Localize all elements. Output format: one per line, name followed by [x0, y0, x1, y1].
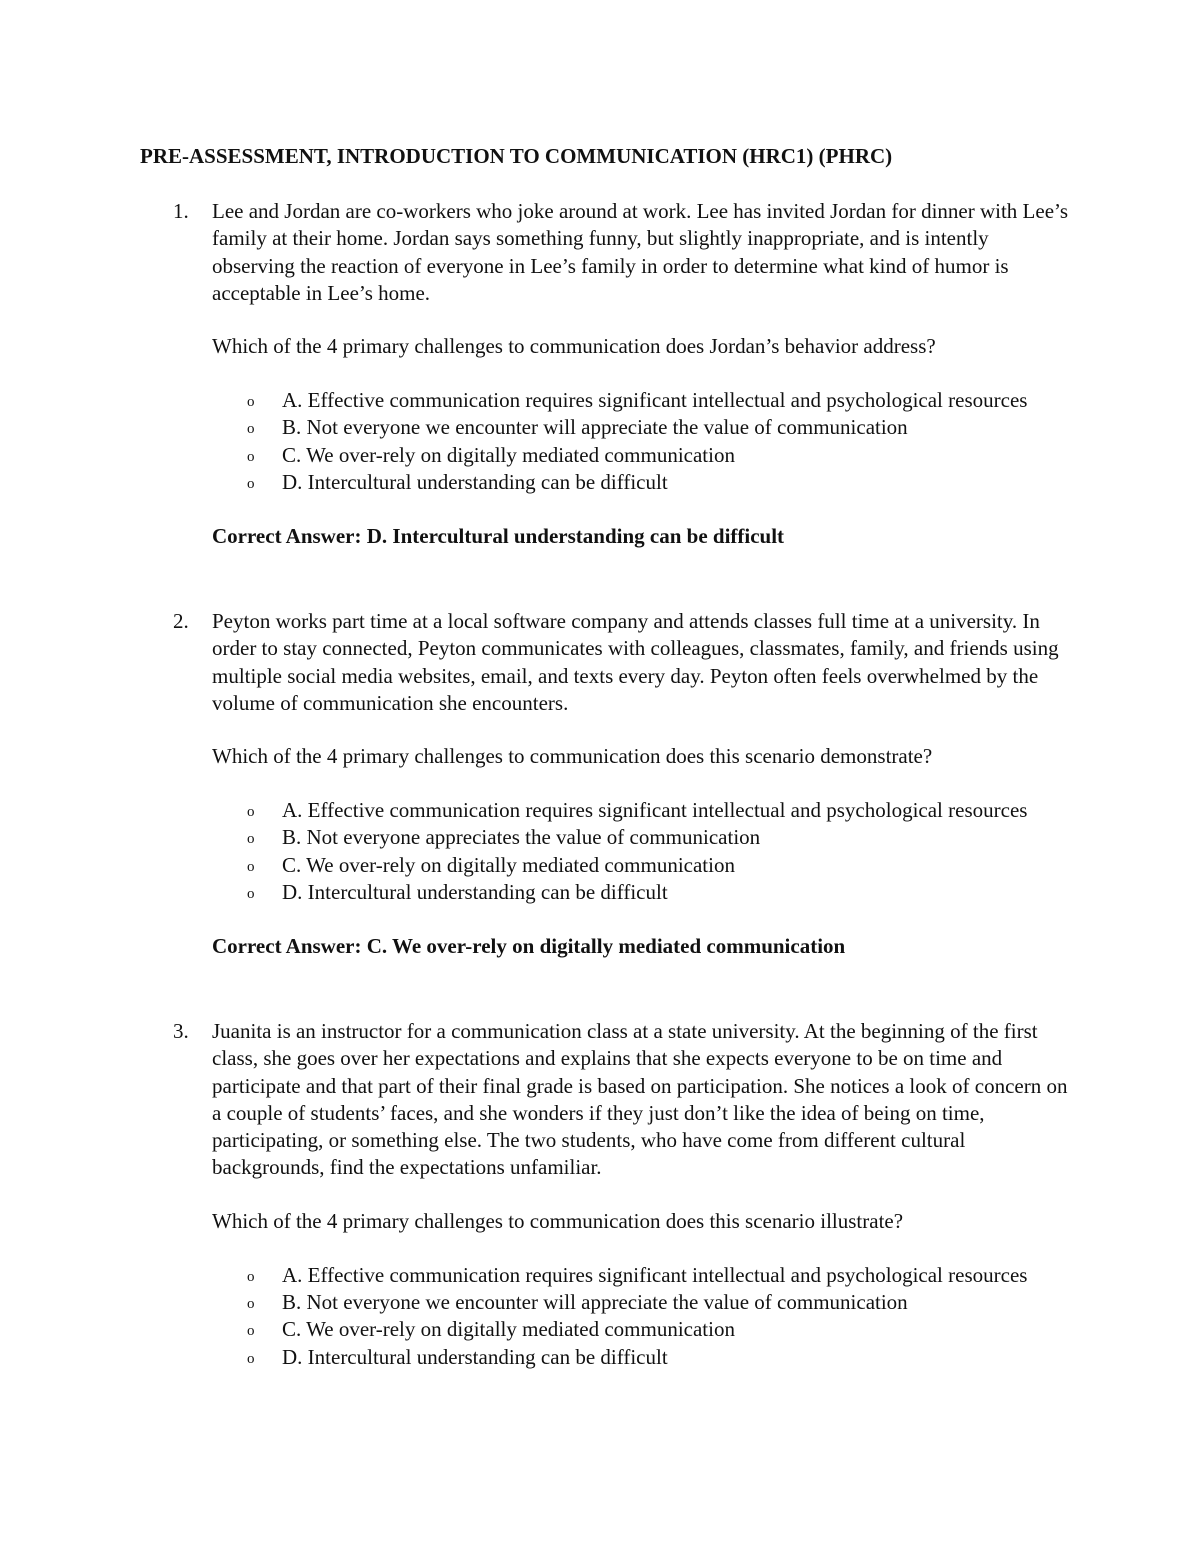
bullet-icon: o: [247, 831, 255, 848]
answer-option-c: [212, 1316, 1072, 1343]
answer-option-c: [212, 852, 1072, 879]
option-text: B. Not everyone we encounter will appreciate the value of communication: [282, 415, 908, 440]
question-scenario: Lee and Jordan are co-workers who joke around at work. Lee has invited Jordan for dinner with Lee’s family at their home. Jordan says something funny, but slightly inappropriate, and is intently observing the reaction of everyone in Lee’s family in order to determine what kind of humor is acceptable in Lee’s home.: [212, 199, 1069, 305]
correct-answer: [212, 523, 1072, 550]
option-text: A. Effective communication requires significant intellectual and psychological resources: [282, 798, 1028, 823]
question-prompt: Which of the 4 primary challenges to communication does this scenario illustrate?: [212, 1208, 904, 1233]
bullet-icon: o: [247, 1350, 255, 1367]
bullet-icon: o: [247, 1323, 255, 1340]
answer-options: [212, 387, 1072, 496]
answer-option-d: [212, 1344, 1072, 1371]
option-text: D. Intercultural understanding can be difficult: [282, 1344, 668, 1369]
bullet-icon: o: [247, 421, 255, 438]
bullet-icon: o: [247, 1268, 255, 1285]
answer-option-b: [212, 1289, 1072, 1316]
option-text: A. Effective communication requires significant intellectual and psychological resources: [282, 1262, 1028, 1287]
question-number: 2.: [173, 609, 189, 633]
question-number: 1.: [173, 199, 189, 223]
option-text: D. Intercultural understanding can be difficult: [282, 880, 668, 905]
bullet-icon: o: [247, 448, 255, 465]
answer-options: [212, 797, 1072, 906]
question-body: [212, 198, 1072, 550]
bullet-icon: o: [247, 476, 255, 493]
option-text: C. We over-rely on digitally mediated communication: [282, 852, 735, 877]
answer-option-a: [212, 1262, 1072, 1289]
bullet-icon: o: [247, 886, 255, 903]
correct-answer-label: Correct Answer:: [212, 524, 362, 549]
question-prompt: Which of the 4 primary challenges to communication does this scenario demonstrate?: [212, 744, 933, 769]
option-text: C. We over-rely on digitally mediated communication: [282, 442, 735, 467]
question-number: 3.: [173, 1019, 189, 1043]
page-title: PRE-ASSESSMENT, INTRODUCTION TO COMMUNICATION (HRC1) (PHRC): [140, 144, 893, 168]
correct-answer-text: D. Intercultural understanding can be difficult: [366, 524, 785, 549]
bullet-icon: o: [247, 1296, 255, 1313]
option-text: B. Not everyone appreciates the value of communication: [282, 825, 761, 850]
answer-option-c: [212, 442, 1072, 469]
bullet-icon: o: [247, 804, 255, 821]
question-scenario: Juanita is an instructor for a communication class at a state university. At the beginning of the first class, she goes over her expectations and explains that she expects everyone to be on time and participate and that part of their final grade is based on participation. She notices a look of concern on a couple of students’ faces, and she wonders if they just don’t like the idea of being on time, participating, or something else. The two students, who have come from different cultural backgrounds, find the expectations unfamiliar.: [212, 1019, 1068, 1180]
answer-option-d: [212, 879, 1072, 906]
answer-option-b: [212, 414, 1072, 441]
option-text: A. Effective communication requires significant intellectual and psychological resources: [282, 388, 1028, 413]
option-text: B. Not everyone we encounter will appreciate the value of communication: [282, 1290, 908, 1315]
question-body: [212, 608, 1072, 960]
question-body: [212, 1018, 1072, 1371]
question-prompt: Which of the 4 primary challenges to communication does Jordan’s behavior address?: [212, 334, 936, 359]
answer-option-d: [212, 469, 1072, 496]
correct-answer-label: Correct Answer:: [212, 934, 362, 959]
answer-options: [212, 1262, 1072, 1371]
correct-answer: [212, 933, 1072, 960]
bullet-icon: o: [247, 394, 255, 411]
option-text: C. We over-rely on digitally mediated communication: [282, 1317, 735, 1342]
answer-option-a: [212, 797, 1072, 824]
bullet-icon: o: [247, 858, 255, 875]
question-scenario: Peyton works part time at a local software company and attends classes full time at a university. In order to stay connected, Peyton communicates with colleagues, classmates, family, and friends using multiple social media websites, email, and texts every day. Peyton often feels overwhelmed by the volume of communication she encounters.: [212, 609, 1059, 715]
answer-option-b: [212, 824, 1072, 851]
correct-answer-text: C. We over-rely on digitally mediated communication: [366, 934, 846, 959]
answer-option-a: [212, 387, 1072, 414]
option-text: D. Intercultural understanding can be difficult: [282, 470, 668, 495]
